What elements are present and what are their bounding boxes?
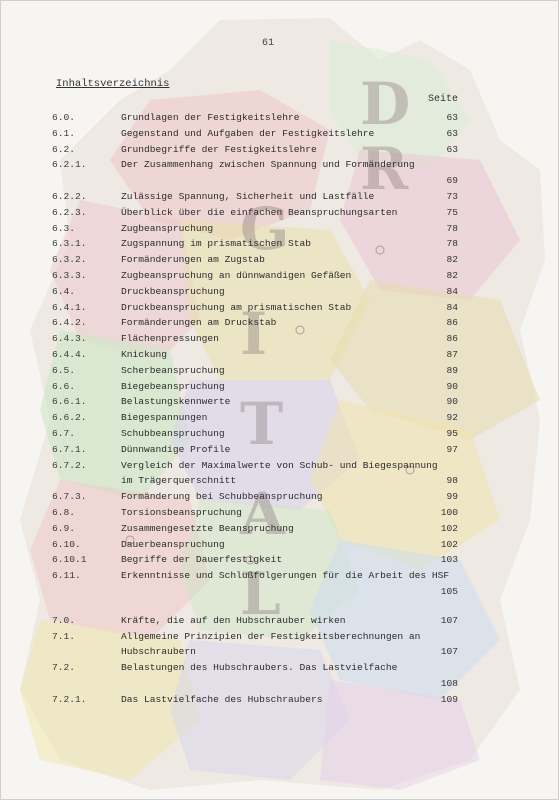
- entry-number: 6.10.: [52, 538, 81, 550]
- entry-number: 6.2.1.: [52, 159, 87, 171]
- entry-title: Formänderungen am Druckstab: [121, 317, 277, 329]
- page-number: 61: [262, 38, 275, 49]
- entry-number: 6.7.3.: [52, 491, 87, 503]
- entry-title: Das Lastvielfache des Hubschraubers: [121, 693, 323, 705]
- entry-title: Torsionsbeanspruchung: [121, 506, 242, 518]
- entry-page: 92: [446, 412, 458, 424]
- toc-entry: [52, 394, 472, 410]
- toc-entry: [52, 315, 472, 331]
- entry-page: 103: [440, 554, 458, 566]
- entry-title: Vergleich der Maximalwerte von Schub- und Biegespannung im Trägerquerschnitt: [121, 459, 438, 487]
- entry-number: 6.10.1: [52, 554, 87, 566]
- toc-entry: [52, 692, 472, 708]
- entry-title: Überblick über die einfachen Beanspruchungsarten: [121, 206, 398, 218]
- entry-number: 6.3.: [52, 222, 76, 234]
- entry-number: 6.4.4.: [52, 348, 87, 360]
- entry-page: 100: [440, 506, 458, 518]
- toc-entry: [52, 331, 472, 347]
- entry-title: Zusammengesetzte Beanspruchung: [121, 522, 294, 534]
- entry-page: 78: [446, 222, 458, 234]
- entry-title: Dünnwandige Profile: [121, 443, 231, 455]
- toc-entry: [52, 268, 472, 284]
- entry-page: 105: [440, 585, 458, 597]
- toc-entry: [52, 489, 472, 505]
- entry-number: 6.4.1.: [52, 301, 87, 313]
- page-column-header: Seite: [428, 94, 459, 105]
- toc-entry: [52, 537, 472, 553]
- entry-page: 86: [446, 333, 458, 345]
- watermark-letter: R: [360, 135, 409, 203]
- entry-page: 90: [446, 380, 458, 392]
- entry-title: Biegebeanspruchung: [121, 380, 225, 392]
- entry-title: Zugspannung im prismatischen Stab: [121, 238, 311, 250]
- entry-page: 86: [446, 317, 458, 329]
- entry-number: 6.9.: [52, 522, 76, 534]
- entry-title: Flächenpressungen: [121, 333, 219, 345]
- entry-number: 6.4.: [52, 285, 76, 297]
- entry-number: 6.4.2.: [52, 317, 87, 329]
- toc-entry: [52, 126, 472, 142]
- toc-entry: [52, 363, 472, 379]
- entry-title: Formänderungen am Zugstab: [121, 254, 265, 266]
- entry-title: Zulässige Spannung, Sicherheit und Lastfälle: [121, 190, 375, 202]
- entry-title: Dauerbeanspruchung: [121, 538, 225, 550]
- table-of-contents: [52, 110, 472, 707]
- watermark-letter: A: [240, 480, 286, 548]
- toc-entry: [52, 252, 472, 268]
- entry-number: 6.1.: [52, 127, 76, 139]
- entry-number: 6.0.: [52, 112, 76, 123]
- entry-number: 6.8.: [52, 506, 76, 518]
- entry-page: 82: [446, 269, 458, 281]
- entry-page: 84: [446, 285, 458, 297]
- entry-page: 82: [446, 254, 458, 266]
- entry-number: 6.7.1.: [52, 443, 87, 455]
- entry-page: 108: [440, 677, 458, 689]
- entry-number: 6.11.: [52, 570, 81, 582]
- toc-entry: [52, 552, 472, 568]
- entry-number: 7.1.: [52, 630, 76, 642]
- entry-title: Schubbeanspruchung: [121, 427, 225, 439]
- entry-page: 107: [440, 614, 458, 626]
- toc-entry: [52, 300, 472, 316]
- toc-entry: [52, 458, 472, 490]
- toc-title: Inhaltsverzeichnis: [56, 78, 170, 90]
- entry-title: Der Zusammenhang zwischen Spannung und Formänderung: [121, 159, 415, 171]
- entry-title: Scherbeanspruchung: [121, 364, 225, 376]
- toc-entry: [52, 521, 472, 537]
- entry-number: 6.2.3.: [52, 206, 87, 218]
- entry-page: 78: [446, 238, 458, 250]
- entry-page: 84: [446, 301, 458, 313]
- entry-page: 63: [446, 143, 458, 155]
- toc-entry: [52, 505, 472, 521]
- watermark-letter: I: [240, 300, 268, 368]
- entry-title: Allgemeine Prinzipien der Festigkeitsberechnungen an Hubschraubern: [121, 630, 421, 658]
- entry-number: 6.3.3.: [52, 269, 87, 281]
- toc-entry: [52, 284, 472, 300]
- entry-title: Zugbeanspruchung an dünnwandigen Gefäßen: [121, 269, 352, 281]
- entry-number: 7.0.: [52, 614, 76, 626]
- entry-number: 7.2.: [52, 662, 76, 674]
- entry-number: 6.7.: [52, 427, 76, 439]
- toc-entry: [52, 236, 472, 252]
- toc-entry: [52, 629, 472, 661]
- toc-entry: [52, 442, 472, 458]
- watermark-letter: T: [240, 390, 284, 458]
- entry-page: 90: [446, 396, 458, 408]
- entry-number: 6.2.2.: [52, 190, 87, 202]
- toc-entry: [52, 613, 472, 629]
- entry-page: 99: [446, 491, 458, 503]
- toc-entry: [52, 189, 472, 205]
- entry-number: 6.6.1.: [52, 396, 87, 408]
- entry-page: 95: [446, 427, 458, 439]
- entry-title: Zugbeanspruchung: [121, 222, 214, 234]
- entry-number: 7.2.1.: [52, 693, 87, 705]
- entry-title: Gegenstand und Aufgaben der Festigkeitslehre: [121, 127, 375, 139]
- entry-title: Formänderung bei Schubbeanspruchung: [121, 491, 323, 503]
- toc-entry: [52, 110, 472, 126]
- entry-title: Belastungen des Hubschraubers. Das Lastvielfache: [121, 662, 398, 674]
- entry-number: 6.3.2.: [52, 254, 87, 266]
- toc-entry: [52, 205, 472, 221]
- entry-number: 6.2.: [52, 143, 76, 155]
- entry-number: 6.6.2.: [52, 412, 87, 424]
- toc-entry: [52, 157, 472, 189]
- entry-title: Grundlagen der Festigkeitslehre: [121, 112, 300, 123]
- entry-title: Biegespannungen: [121, 412, 208, 424]
- entry-page: 63: [446, 127, 458, 139]
- entry-number: 6.6.: [52, 380, 76, 392]
- toc-entry: [52, 347, 472, 363]
- toc-entry: [52, 221, 472, 237]
- watermark-letter: D: [360, 70, 411, 138]
- entry-title: Knickung: [121, 348, 168, 360]
- entry-title: Druckbeanspruchung: [121, 285, 225, 297]
- entry-number: 6.3.1.: [52, 238, 87, 250]
- entry-title: Grundbegriffe der Festigkeitslehre: [121, 143, 317, 155]
- entry-number: 6.7.2.: [52, 459, 87, 471]
- entry-page: 69: [446, 175, 458, 187]
- entry-page: 98: [446, 475, 458, 487]
- entry-page: 102: [440, 538, 458, 550]
- entry-page: 102: [440, 522, 458, 534]
- entry-title: Begriffe der Dauerfestigkeit: [121, 554, 283, 566]
- toc-entry: [52, 410, 472, 426]
- toc-entry: [52, 426, 472, 442]
- entry-page: 75: [446, 206, 458, 218]
- toc-entry: [52, 660, 472, 692]
- entry-page: 63: [446, 112, 458, 123]
- entry-title: Kräfte, die auf den Hubschrauber wirken: [121, 614, 346, 626]
- entry-title: Druckbeanspruchung am prismatischen Stab: [121, 301, 352, 313]
- toc-entry: [52, 568, 472, 600]
- entry-page: 87: [446, 348, 458, 360]
- toc-entry: [52, 379, 472, 395]
- entry-title: Erkenntnisse und Schlußfolgerungen für die Arbeit des HSF: [121, 570, 450, 582]
- watermark-letter: G: [240, 195, 290, 263]
- toc-entry: [52, 142, 472, 158]
- entry-number: 6.5.: [52, 364, 76, 376]
- watermark-letter: L: [240, 560, 281, 628]
- entry-page: 89: [446, 364, 458, 376]
- entry-page: 97: [446, 443, 458, 455]
- entry-page: 109: [440, 693, 458, 705]
- entry-number: 6.4.3.: [52, 333, 87, 345]
- entry-page: 73: [446, 190, 458, 202]
- entry-page: 107: [440, 646, 458, 658]
- entry-title: Belastungskennwerte: [121, 396, 231, 408]
